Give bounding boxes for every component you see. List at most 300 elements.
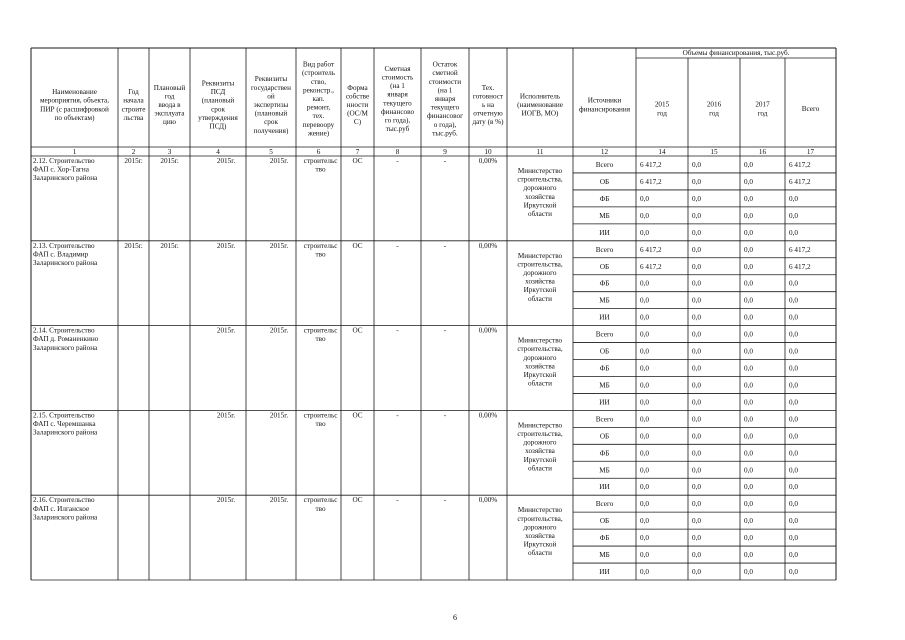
work-type: тво (315, 335, 326, 344)
object-name: ФАП с. Хор-Тагна (33, 165, 89, 174)
column-number: 5 (269, 148, 273, 156)
financing-value: 0,0 (692, 432, 701, 441)
executor-name: области (527, 210, 553, 218)
psd-date: 2015г. (216, 496, 236, 505)
financing-value: 0,0 (789, 466, 798, 475)
executor-name: хозяйства (525, 192, 555, 201)
header-ownership: Форма (347, 83, 368, 92)
header-psd: утверждения (198, 113, 238, 122)
header-expertise: государствен (251, 83, 291, 92)
executor-name: дорожного (523, 523, 557, 532)
header-remaining-cost: финансовог (426, 112, 464, 121)
financing-value: 0,0 (789, 228, 798, 237)
financing-value: 0,0 (692, 347, 701, 356)
object-name: ФАП с. Владимир (33, 250, 89, 259)
financing-value: 0,0 (640, 296, 649, 305)
financing-value: 0,0 (789, 330, 798, 339)
financing-value: 0,0 (789, 398, 798, 407)
financing-value: 0,0 (640, 415, 649, 424)
financing-value: 0,0 (692, 161, 701, 169)
column-number: 2 (131, 148, 136, 156)
column-number: 4 (216, 148, 220, 156)
column-number: 9 (443, 148, 447, 156)
executor-name: области (527, 549, 553, 558)
financing-value: 6 417,2 (640, 245, 662, 254)
financing-value: 6 417,2 (640, 177, 662, 186)
financing-value: 0,0 (789, 449, 798, 458)
header-remaining-cost: сметной (432, 69, 458, 78)
financing-source: ФБ (599, 194, 610, 203)
financing-value: 0,0 (744, 449, 753, 458)
header-work-type: перевоору (302, 120, 335, 129)
financing-value: 0,0 (640, 364, 649, 373)
header-readiness: отчетную (473, 109, 503, 118)
financing-value: 0,0 (692, 517, 701, 526)
financing-value: 0,0 (744, 262, 753, 271)
financing-source: ОБ (599, 262, 610, 271)
financing-value: 0,0 (789, 211, 798, 220)
header-name: ПИР (с расшифровкой (40, 105, 109, 114)
financing-value: 0,0 (744, 347, 753, 356)
financing-value: 0,0 (789, 364, 798, 373)
header-year: год (657, 109, 667, 118)
financing-value: 0,0 (692, 398, 701, 407)
object-name: ФАП с. Черемшанка (33, 420, 96, 428)
header-start-year: льства (123, 113, 144, 122)
financing-value: 0,0 (744, 161, 753, 169)
header-year: Всего (801, 105, 820, 114)
financing-value: 0,0 (692, 568, 701, 577)
executor-name: Иркутской (523, 540, 557, 549)
header-estimated-cost: тыс.руб (385, 125, 410, 134)
financing-value: 0,0 (789, 194, 798, 203)
header-work-type: ство, (310, 77, 327, 86)
financing-value: 0,0 (692, 415, 701, 424)
header-estimated-cost: текущего (383, 99, 412, 108)
financing-source: ОБ (599, 517, 610, 526)
header-remaining-cost: о года), (433, 120, 457, 129)
page-number: 6 (453, 613, 457, 622)
header-remaining-cost: текущего (430, 103, 460, 112)
financing-value: 0,0 (744, 364, 753, 373)
financing-value: 0,0 (744, 534, 753, 543)
header-estimated-cost: (на 1 (390, 82, 405, 91)
remaining-cost: - (443, 157, 447, 165)
psd-date: 2015г. (216, 241, 236, 250)
executor-name: строительства, (517, 345, 563, 354)
work-type: тво (315, 165, 326, 174)
financing-value: 0,0 (744, 330, 753, 339)
header-work-type: тех. (312, 112, 325, 121)
header-remaining-cost: (на 1 (437, 86, 453, 95)
financing-value: 0,0 (640, 228, 649, 237)
header-work-type: (строитель (301, 69, 336, 78)
financing-value: 0,0 (692, 279, 701, 288)
financing-value: 0,0 (744, 381, 753, 390)
financing-value: 6 417,2 (640, 262, 662, 271)
header-psd: ПСД) (209, 122, 227, 131)
header-start-year: начала (123, 96, 144, 105)
header-psd: (плановый (201, 96, 235, 105)
financing-source: МБ (599, 466, 610, 475)
header-estimated-cost: Сметная (384, 64, 411, 73)
header-expertise: Реквизиты (254, 75, 288, 84)
header-executor: ИОГВ, МО) (521, 109, 559, 118)
header-commission-year: год (164, 92, 175, 101)
financing-value: 0,0 (692, 330, 701, 339)
estimated-cost: - (396, 326, 399, 335)
executor-name: хозяйства (525, 277, 555, 286)
financing-value: 0,0 (692, 551, 701, 560)
executor-name: Министерство (517, 421, 563, 430)
financing-value: 0,0 (744, 211, 753, 220)
header-remaining-cost: января (434, 95, 456, 104)
financing-value: 6 417,2 (789, 245, 811, 254)
executor-name: Министерство (517, 167, 563, 175)
header-remaining-cost: стоимости (428, 77, 462, 86)
financing-value: 0,0 (692, 262, 701, 271)
executor-name: Министерство (517, 336, 563, 345)
financing-source: МБ (599, 551, 610, 560)
expertise-date: 2015г. (269, 496, 289, 505)
header-expertise: ой (267, 92, 275, 101)
header-sources: финансирования (578, 105, 631, 114)
executor-name: хозяйства (525, 362, 555, 371)
header-name: мероприятия, объекта, (40, 96, 109, 105)
financing-value: 0,0 (640, 466, 649, 475)
header-executor: Исполнитель (519, 92, 561, 101)
financing-value: 0,0 (692, 313, 701, 322)
readiness-percent: 0,00% (478, 496, 498, 505)
financing-value: 0,0 (640, 517, 649, 526)
header-readiness: ь на (481, 101, 495, 110)
remaining-cost: - (443, 326, 447, 335)
financing-value: 0,0 (744, 245, 753, 254)
header-expertise: экспертизы (253, 101, 289, 110)
financing-value: 0,0 (744, 466, 753, 475)
financing-value: 0,0 (789, 415, 798, 424)
financing-source: Всего (595, 500, 614, 509)
column-number: 16 (758, 148, 767, 156)
column-number: 10 (484, 148, 492, 156)
financing-value: 0,0 (789, 517, 798, 526)
estimated-cost: - (396, 157, 399, 165)
ownership-form: ОС (352, 326, 363, 335)
executor-name: области (527, 379, 553, 388)
financing-value: 0,0 (744, 177, 753, 186)
financing-value: 0,0 (789, 432, 798, 441)
header-financing-group: Объемы финансирования, тыс.руб. (682, 49, 790, 57)
financing-value: 6 417,2 (640, 161, 662, 169)
column-number: 12 (600, 148, 609, 156)
financing-source: МБ (599, 381, 610, 390)
header-year: 2015 (654, 100, 670, 109)
readiness-percent: 0,00% (478, 326, 498, 335)
object-name: Заларинского района (33, 513, 98, 522)
ownership-form: ОС (352, 157, 363, 165)
financing-value: 0,0 (692, 177, 701, 186)
header-remaining-cost: Остаток (432, 60, 458, 69)
financing-value: 0,0 (789, 279, 798, 288)
header-estimated-cost: января (387, 90, 408, 99)
remaining-cost: - (443, 411, 447, 420)
object-name: 2.14. Строительство (33, 326, 95, 335)
header-work-type: ремонт, (306, 103, 331, 112)
financing-value: 0,0 (692, 534, 701, 543)
financing-value: 0,0 (640, 313, 649, 322)
financing-source: ОБ (599, 347, 610, 356)
header-year: 2017 (755, 100, 770, 109)
column-number: 8 (395, 148, 400, 156)
financing-source: ФБ (599, 534, 610, 543)
header-commission-year: Плановый (153, 83, 186, 92)
executor-name: Иркутской (523, 201, 557, 210)
financing-value: 0,0 (789, 296, 798, 305)
remaining-cost: - (443, 496, 447, 505)
financing-value: 0,0 (789, 534, 798, 543)
financing-value: 0,0 (640, 534, 649, 543)
object-name: Заларинского района (33, 428, 98, 437)
column-number: 7 (355, 148, 360, 156)
financing-value: 0,0 (640, 432, 649, 441)
work-type: тво (315, 250, 326, 259)
financing-value: 0,0 (789, 347, 798, 356)
financing-value: 0,0 (744, 398, 753, 407)
header-readiness: дату (в %) (472, 118, 504, 127)
financing-value: 0,0 (744, 228, 753, 237)
header-psd: Реквизиты (201, 79, 235, 88)
financing-value: 6 417,2 (789, 177, 811, 186)
column-number: 17 (806, 148, 815, 156)
financing-value: 0,0 (640, 211, 649, 220)
header-name: по объектам) (54, 113, 95, 122)
work-type: строительс (303, 326, 338, 335)
header-start-year: строите (121, 105, 146, 114)
executor-name: строительства, (517, 430, 563, 438)
header-year: год (757, 109, 768, 118)
header-psd: ПСД (210, 88, 226, 97)
executor-name: области (527, 294, 553, 303)
estimated-cost: - (396, 411, 399, 420)
readiness-percent: 0,00% (478, 157, 498, 165)
header-psd: срок (211, 105, 225, 114)
header-name: Наименование (52, 88, 97, 97)
financing-source: ФБ (599, 364, 610, 373)
expertise-date: 2015г. (269, 157, 289, 165)
header-expertise: (плановый (254, 109, 288, 118)
financing-value: 0,0 (640, 483, 649, 492)
header-estimated-cost: стоимость (381, 73, 414, 82)
psd-date: 2015г. (216, 326, 236, 335)
financing-value: 0,0 (692, 483, 701, 492)
header-work-type: кап. (312, 95, 325, 104)
financing-value: 0,0 (640, 551, 649, 560)
financing-value: 0,0 (789, 551, 798, 560)
financing-value: 6 417,2 (789, 262, 811, 271)
financing-source: ИИ (599, 313, 610, 322)
object-name: ФАП с. Илганское (33, 504, 90, 513)
financing-value: 0,0 (744, 517, 753, 526)
financing-value: 0,0 (640, 449, 649, 458)
commission-year: 2015г. (160, 241, 179, 250)
header-year: год (709, 109, 719, 118)
executor-name: Иркутской (523, 455, 557, 464)
psd-date: 2015г. (216, 157, 236, 165)
column-number: 1 (72, 148, 77, 156)
estimated-cost: - (396, 241, 399, 250)
financing-value: 0,0 (744, 483, 753, 492)
executor-name: дорожного (523, 269, 557, 277)
header-ownership: собстве (345, 92, 370, 101)
financing-value: 0,0 (744, 296, 753, 305)
executor-name: строительства, (517, 514, 563, 523)
financing-value: 0,0 (692, 194, 701, 203)
financing-value: 0,0 (640, 398, 649, 407)
work-type: строительс (303, 496, 338, 505)
executor-name: дорожного (523, 184, 557, 193)
financing-source: ИИ (599, 483, 610, 492)
financing-value: 0,0 (744, 568, 753, 577)
work-type: строительс (303, 157, 338, 165)
work-type: тво (315, 420, 326, 428)
readiness-percent: 0,00% (478, 411, 498, 420)
header-ownership: (ОС/М (347, 109, 368, 118)
object-name: 2.15. Строительство (33, 411, 95, 420)
start-year: 2015г. (124, 157, 143, 165)
executor-name: дорожного (523, 353, 557, 362)
executor-name: строительства, (517, 175, 563, 184)
financing-value: 0,0 (692, 500, 701, 509)
expertise-date: 2015г. (269, 241, 289, 250)
column-number: 14 (658, 148, 666, 156)
financing-value: 0,0 (692, 211, 701, 220)
financing-source: ФБ (599, 279, 610, 288)
object-name: ФАП д. Романенкино (33, 335, 99, 344)
header-year: 2016 (706, 100, 722, 109)
financing-source: ФБ (599, 449, 610, 458)
financing-value: 0,0 (692, 381, 701, 390)
executor-name: Министерство (517, 506, 563, 515)
financing-source: Всего (595, 330, 614, 339)
executor-name: хозяйства (525, 532, 555, 540)
financing-source: Всего (595, 161, 614, 169)
header-start-year: Год (128, 88, 139, 97)
financing-source: Всего (595, 245, 614, 254)
header-work-type: реконстр., (303, 86, 334, 95)
object-name: 2.16. Строительство (33, 496, 95, 505)
header-readiness: Тех. (481, 83, 495, 92)
expertise-date: 2015г. (269, 411, 289, 420)
financing-source: МБ (599, 211, 610, 220)
header-ownership: С) (353, 118, 362, 127)
financing-value: 0,0 (744, 432, 753, 441)
commission-year: 2015г. (160, 157, 179, 165)
financing-value: 0,0 (692, 364, 701, 373)
financing-source: ИИ (599, 568, 610, 577)
psd-date: 2015г. (216, 411, 236, 420)
readiness-percent: 0,00% (478, 241, 498, 250)
work-type: строительс (303, 241, 338, 250)
header-expertise: срок (264, 118, 278, 127)
financing-value: 0,0 (640, 347, 649, 356)
column-number: 6 (316, 148, 321, 156)
financing-source: ОБ (599, 177, 610, 186)
header-commission-year: ввода в (158, 101, 181, 110)
executor-name: Министерство (517, 251, 563, 260)
header-readiness: готовност (472, 92, 504, 101)
header-work-type: Вид работ (302, 60, 335, 69)
header-commission-year: эксплуата (154, 109, 185, 118)
financing-value: 0,0 (692, 466, 701, 475)
header-sources: Источники (587, 96, 622, 105)
header-commission-year: цию (162, 118, 177, 127)
financing-value: 0,0 (789, 381, 798, 390)
financing-value: 0,0 (640, 568, 649, 577)
header-expertise: получения) (253, 126, 289, 135)
executor-name: Иркутской (523, 286, 557, 295)
financing-value: 0,0 (789, 483, 798, 492)
header-executor: (наименование (517, 101, 563, 110)
object-name: Заларинского района (33, 259, 98, 267)
header-remaining-cost: тыс.руб. (432, 129, 458, 138)
financing-value: 0,0 (692, 449, 701, 458)
object-name: Заларинского района (33, 343, 98, 352)
start-year: 2015г. (124, 241, 143, 250)
financing-value: 0,0 (744, 415, 753, 424)
column-number: 11 (536, 148, 544, 156)
financing-value: 0,0 (744, 194, 753, 203)
financing-value: 0,0 (692, 296, 701, 305)
financing-value: 0,0 (640, 194, 649, 203)
ownership-form: ОС (352, 241, 363, 250)
financing-value: 0,0 (640, 381, 649, 390)
executor-name: дорожного (523, 438, 557, 447)
financing-source: ИИ (599, 228, 610, 237)
header-estimated-cost: го года), (384, 116, 411, 125)
header-work-type: жение) (307, 129, 330, 138)
work-type: строительс (303, 411, 338, 420)
object-name: Заларинского района (33, 174, 98, 183)
financing-value: 0,0 (692, 245, 701, 254)
financing-value: 0,0 (789, 500, 798, 509)
financing-value: 0,0 (692, 228, 701, 237)
executor-name: области (527, 464, 553, 473)
financing-source: Всего (595, 415, 614, 424)
financing-value: 0,0 (640, 330, 649, 339)
header-ownership: нности (346, 101, 369, 110)
column-number: 15 (710, 148, 718, 156)
financing-value: 0,0 (789, 568, 798, 577)
header-estimated-cost: финансово (380, 107, 415, 116)
financing-value: 6 417,2 (789, 161, 811, 169)
column-number: 3 (167, 148, 172, 156)
work-type: тво (315, 504, 326, 513)
executor-name: строительства, (517, 260, 563, 269)
financing-source: ОБ (599, 432, 610, 441)
object-name: 2.13. Строительство (33, 241, 95, 250)
financing-value: 0,0 (640, 279, 649, 288)
financing-source: МБ (599, 296, 610, 305)
financing-value: 0,0 (744, 279, 753, 288)
object-name: 2.12. Строительство (33, 157, 95, 165)
financing-value: 0,0 (640, 500, 649, 509)
financing-value: 0,0 (744, 313, 753, 322)
executor-name: Иркутской (523, 371, 557, 379)
remaining-cost: - (443, 241, 447, 250)
financing-value: 0,0 (744, 500, 753, 509)
ownership-form: ОС (352, 496, 363, 505)
financing-value: 0,0 (744, 551, 753, 560)
